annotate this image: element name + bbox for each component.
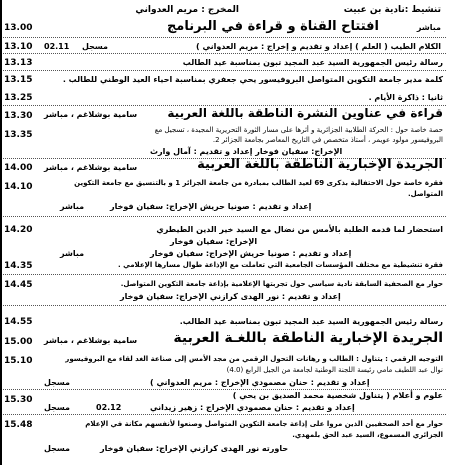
divider xyxy=(3,70,446,71)
recorded-tag: مسجل xyxy=(44,403,70,412)
segment-credits: إعداد و تقديم : حنان مصمودي الإخراج : مريم العدواني ) xyxy=(150,378,370,387)
recorded-tag: مسجل xyxy=(44,444,70,453)
news-title: الجريدة الإخبارية الناطقة باللغـة العربية xyxy=(173,330,443,346)
segment-line-2: نوال عبد اللطيف مامي رئيسة اللجنة الوطنية لجامعة من الجيل الرابع (4.0) xyxy=(226,366,443,374)
presenter-live: سامية بوشلاغم ، مباشر xyxy=(44,110,138,119)
segment-text: الكلام الطيب ( العلم ) إعداد و تقديم و إخراج : مريم العدواني ) xyxy=(196,42,441,51)
time-13-10: 13.10 xyxy=(4,42,33,52)
date-label: 02.12 xyxy=(96,403,122,412)
segment-line-2: الجزائري المسموع، السيد عبد الحق بلمهدي. xyxy=(292,431,443,439)
segment-line-1: فقرة خاصة حول الاحتفالية بذكرى 69 لعيد الطالب بمبادرة من جامعة الجزائر 1 و بالتنسيق مع جامعة التكوين xyxy=(74,179,443,187)
time-13-30: 13.30 xyxy=(4,111,33,121)
segment-credits: إعداد و تقديم : صونيا حريش الإخراج: سفيان فوخار xyxy=(150,249,352,258)
opening-title: افتتاح القناة و قراءة في البرنامج xyxy=(166,19,379,34)
time-13-25: 13.25 xyxy=(4,93,33,103)
recorded-tag: مسجل xyxy=(44,378,70,387)
live-tag: مباشر xyxy=(60,202,85,211)
divider xyxy=(3,216,446,217)
segment-line-1: علوم و أعلام ( يتناول شخصية محمد الصديق بن يحي ) xyxy=(232,391,443,400)
divider xyxy=(3,37,446,38)
segment-line-2: البروفيسور مولود عويمر ، أستاذ متخصص في التاريخ المعاصر بجامعة الجزائر 2. xyxy=(212,136,443,144)
divider xyxy=(3,414,446,415)
segment-credits: الإخراج: سفيان فوخار xyxy=(170,237,258,246)
time-15-00: 15.00 xyxy=(4,337,33,347)
news-title: الجريدة الإخبارية الناطقة باللغة العربية xyxy=(197,157,443,172)
divider xyxy=(3,53,446,54)
time-14-35: 14.35 xyxy=(4,261,33,271)
segment-text: رسالة رئيس الجمهورية السيد عبد المجيد تبون بمناسبة عيد الطالب. xyxy=(179,317,443,326)
page-border xyxy=(0,0,2,465)
segment-text: رسالة رئيس الجمهورية السيد عبد المجيد تبون بمناسبة عيد الطالب xyxy=(182,58,443,67)
time-14-45: 14.45 xyxy=(4,280,33,290)
segment-line-1: حوار مع الصحفية السابقة نادية سياسي حول تجربتها الإعلامية بإذاعة جامعة التكوين المتواصل. xyxy=(120,280,443,288)
time-14-20: 14.20 xyxy=(4,225,33,235)
segment-credits: إعداد و تقديم : صونيا حريش الإخراج: سفيان فوخار xyxy=(110,202,312,211)
segment-line-1: حوار مع أحد الصحفيين الذين مروا على إذاعة جامعة التكوين المتواصل وصنعوا لأنفسهم مكانة في الإعلام xyxy=(85,420,443,428)
recorded-tag: مسجل xyxy=(82,42,108,51)
live-tag: مباشر xyxy=(416,23,441,32)
host-line: تنشيط :نادية بن عبيت xyxy=(343,5,441,15)
time-13-35: 13.35 xyxy=(4,130,33,140)
segment-credits: إعداد و تقديم : نور الهدى كرازني الإخراج: سفيان فوخار xyxy=(120,292,341,301)
segment-text: كلمة مدير جامعة التكوين المتواصل البروفيسور يحي جعفري بمناسبة احياء العيد الوطني للطالب . xyxy=(62,75,443,84)
time-14-00: 14.00 xyxy=(4,163,33,173)
divider xyxy=(3,305,446,306)
time-13-13: 13.13 xyxy=(4,58,33,68)
segment-credits: إعداد و تقديم : حنان مصمودي الإخراج : زهير زيداني xyxy=(150,403,355,412)
presenter-live: سامية بوشلاغم ، مباشر xyxy=(44,336,138,345)
time-15-48: 15.48 xyxy=(4,420,33,430)
time-15-30: 15.30 xyxy=(4,395,33,405)
segment-line-1: حصة خاصة حول : الحركة الطلابية الجزائرية و أثرها على مسار الثورة التحريرية المجيدة ، تسجيل مع xyxy=(154,126,443,134)
segment-line-1: التوجيه الرقمي : يتناول : الطالب و رهانات التحول الرقمي من مجد الأمس إلى صناعة الغد لقاء مع البروفيسور xyxy=(65,355,443,363)
time-13-15: 13.15 xyxy=(4,75,33,85)
headlines-title: قراءة في عناوين النشرة الناطقة باللغة العربية xyxy=(167,106,443,120)
date-label: 02.11 xyxy=(44,42,70,51)
divider xyxy=(3,274,446,275)
divider xyxy=(3,389,446,390)
segment-credits: حاورته نور الهدى كرازني الإخراج: سفيان فوخار xyxy=(100,444,289,453)
segment-line-1: استحضار لما قدمه الطلبة بالأمس من نضال مع السيد خير الدين الطيطري xyxy=(156,225,443,234)
time-15-10: 15.10 xyxy=(4,356,33,366)
time-14-55: 14.55 xyxy=(4,317,33,327)
segment-line-2: المتواصل. xyxy=(407,190,443,198)
time-14-10: 14.10 xyxy=(4,182,33,192)
presenter-live: سامية بوشلاغم ، مباشر xyxy=(44,163,138,172)
segment-line-1: فقرة تنشيطية مع مختلف المؤسسات الجامعية التي تعاملت مع الإذاعة طوال مسارها الإعلامي . xyxy=(118,261,443,269)
segment-credits: الإخراج: سفيان فوخار إعداد و تقديم : آمال وارث xyxy=(150,147,343,156)
time-13-00: 13.00 xyxy=(4,23,33,33)
segment-text: ثانيا : ذاكرة الأيام . xyxy=(368,93,443,102)
director-line: المخرج : مريم العدواني xyxy=(135,5,239,15)
live-tag: مباشر xyxy=(60,249,85,258)
